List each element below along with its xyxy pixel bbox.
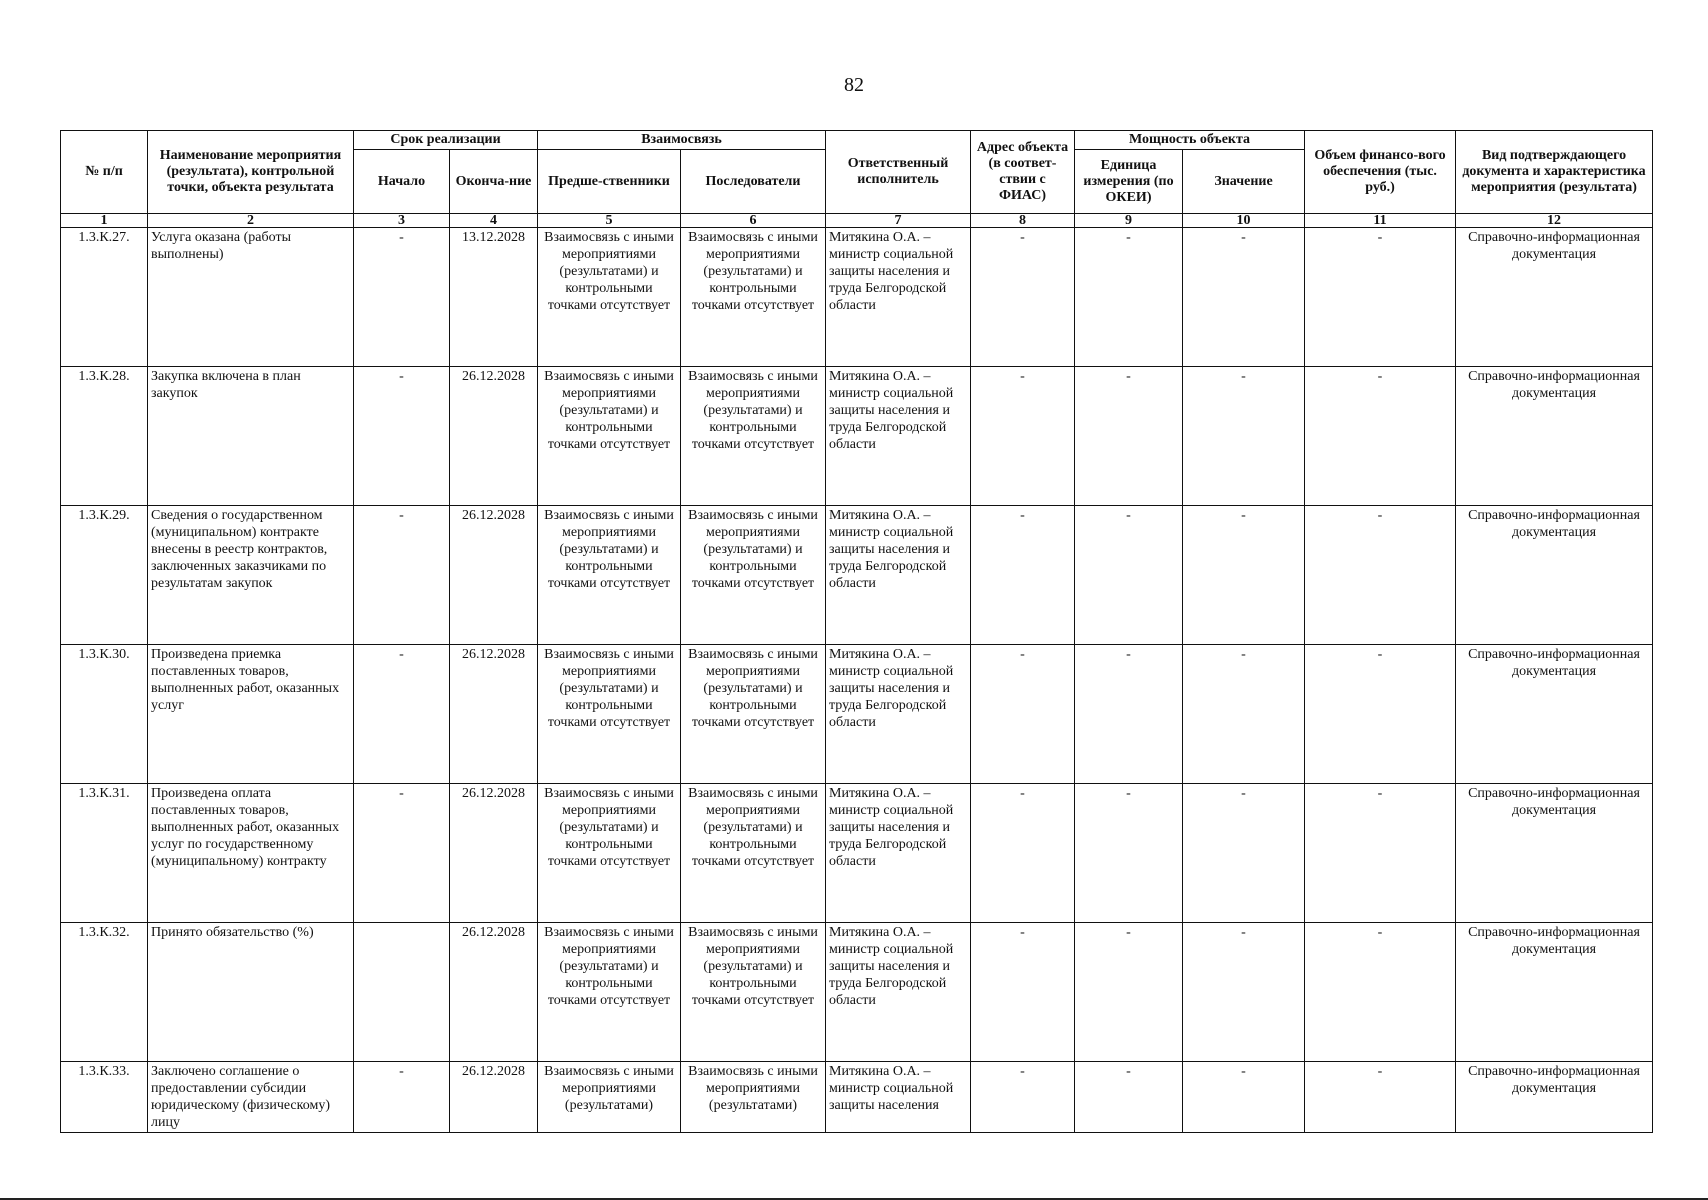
header-responsible: Ответственный исполнитель — [826, 131, 971, 214]
row-finance: - — [1305, 228, 1456, 367]
row-predecessors: Взаимосвязь с иными мероприятиями (результатами) и контрольными точками отсутствует — [538, 506, 681, 645]
row-finance: - — [1305, 1062, 1456, 1133]
row-successors: Взаимосвязь с иными мероприятиями (результатами) — [681, 1062, 826, 1133]
row-address: - — [971, 784, 1075, 923]
row-id: 1.3.К.30. — [61, 645, 148, 784]
column-number: 12 — [1456, 214, 1653, 228]
row-unit: - — [1075, 228, 1183, 367]
row-name: Закупка включена в план закупок — [148, 367, 354, 506]
row-successors: Взаимосвязь с иными мероприятиями (результатами) и контрольными точками отсутствует — [681, 367, 826, 506]
row-unit: - — [1075, 784, 1183, 923]
row-predecessors: Взаимосвязь с иными мероприятиями (результатами) и контрольными точками отсутствует — [538, 784, 681, 923]
row-finance: - — [1305, 784, 1456, 923]
row-document: Справочно-информационная документация — [1456, 1062, 1653, 1133]
row-address: - — [971, 228, 1075, 367]
row-successors: Взаимосвязь с иными мероприятиями (результатами) и контрольными точками отсутствует — [681, 228, 826, 367]
column-number: 2 — [148, 214, 354, 228]
header-num: № п/п — [61, 131, 148, 214]
row-responsible: Митякина О.А. – министр социальной защиты населения и труда Белгородской области — [826, 506, 971, 645]
row-id: 1.3.К.33. — [61, 1062, 148, 1133]
row-id: 1.3.К.32. — [61, 923, 148, 1062]
row-end: 26.12.2028 — [450, 506, 538, 645]
row-responsible: Митякина О.А. – министр социальной защиты населения и труда Белгородской области — [826, 923, 971, 1062]
row-document: Справочно-информационная документация — [1456, 367, 1653, 506]
row-start: - — [354, 645, 450, 784]
row-responsible: Митякина О.А. – министр социальной защиты населения и труда Белгородской области — [826, 228, 971, 367]
table-row — [61, 506, 1653, 645]
row-value: - — [1183, 645, 1305, 784]
row-end: 26.12.2028 — [450, 1062, 538, 1133]
row-document: Справочно-информационная документация — [1456, 645, 1653, 784]
row-responsible: Митякина О.А. – министр социальной защиты населения и труда Белгородской области — [826, 784, 971, 923]
header-start: Начало — [354, 150, 450, 214]
header-name: Наименование мероприятия (результата), контрольной точки, объекта результата — [148, 131, 354, 214]
row-unit: - — [1075, 645, 1183, 784]
row-id: 1.3.К.31. — [61, 784, 148, 923]
row-value: - — [1183, 923, 1305, 1062]
row-unit: - — [1075, 923, 1183, 1062]
row-finance: - — [1305, 645, 1456, 784]
row-name: Произведена оплата поставленных товаров, выполненных работ, оказанных услуг по государственному (муниципальному) контракту — [148, 784, 354, 923]
header-end: Оконча-ние — [450, 150, 538, 214]
row-responsible: Митякина О.А. – министр социальной защиты населения и труда Белгородской области — [826, 367, 971, 506]
column-number: 11 — [1305, 214, 1456, 228]
row-predecessors: Взаимосвязь с иными мероприятиями (результатами) и контрольными точками отсутствует — [538, 645, 681, 784]
row-successors: Взаимосвязь с иными мероприятиями (результатами) и контрольными точками отсутствует — [681, 784, 826, 923]
row-start: - — [354, 784, 450, 923]
column-number: 8 — [971, 214, 1075, 228]
row-name: Услуга оказана (работы выполнены) — [148, 228, 354, 367]
row-name: Произведена приемка поставленных товаров, выполненных работ, оказанных услуг — [148, 645, 354, 784]
row-value: - — [1183, 784, 1305, 923]
row-end: 13.12.2028 — [450, 228, 538, 367]
header-power: Мощность объекта — [1075, 131, 1305, 150]
row-unit: - — [1075, 1062, 1183, 1133]
header-address: Адрес объекта (в соответ-ствии с ФИАС) — [971, 131, 1075, 214]
row-responsible: Митякина О.А. – министр социальной защиты населения — [826, 1062, 971, 1133]
row-start: - — [354, 1062, 450, 1133]
row-finance: - — [1305, 923, 1456, 1062]
row-start: - — [354, 506, 450, 645]
header-predecessors: Предше-ственники — [538, 150, 681, 214]
table-row — [61, 367, 1653, 506]
row-unit: - — [1075, 506, 1183, 645]
plan-table — [60, 130, 1653, 1133]
table-row — [61, 1062, 1653, 1133]
row-predecessors: Взаимосвязь с иными мероприятиями (результатами) — [538, 1062, 681, 1133]
row-document: Справочно-информационная документация — [1456, 506, 1653, 645]
column-number-row — [61, 214, 1653, 228]
row-id: 1.3.К.28. — [61, 367, 148, 506]
row-value: - — [1183, 506, 1305, 645]
row-predecessors: Взаимосвязь с иными мероприятиями (результатами) и контрольными точками отсутствует — [538, 923, 681, 1062]
header-link: Взаимосвязь — [538, 131, 826, 150]
row-end: 26.12.2028 — [450, 645, 538, 784]
row-value: - — [1183, 228, 1305, 367]
header-term: Срок реализации — [354, 131, 538, 150]
table-row — [61, 228, 1653, 367]
column-number: 10 — [1183, 214, 1305, 228]
column-number: 1 — [61, 214, 148, 228]
row-successors: Взаимосвязь с иными мероприятиями (результатами) и контрольными точками отсутствует — [681, 506, 826, 645]
table-row — [61, 645, 1653, 784]
row-address: - — [971, 1062, 1075, 1133]
row-name: Сведения о государственном (муниципальном) контракте внесены в реестр контрактов, заключенных заказчиками по результатам закупок — [148, 506, 354, 645]
row-address: - — [971, 506, 1075, 645]
row-finance: - — [1305, 367, 1456, 506]
row-start: - — [354, 367, 450, 506]
table-row — [61, 923, 1653, 1062]
row-address: - — [971, 367, 1075, 506]
row-value: - — [1183, 1062, 1305, 1133]
column-number: 5 — [538, 214, 681, 228]
header-successors: Последователи — [681, 150, 826, 214]
row-end: 26.12.2028 — [450, 923, 538, 1062]
row-document: Справочно-информационная документация — [1456, 784, 1653, 923]
row-document: Справочно-информационная документация — [1456, 923, 1653, 1062]
column-number: 3 — [354, 214, 450, 228]
column-number: 9 — [1075, 214, 1183, 228]
header-unit: Единица измерения (по ОКЕИ) — [1075, 150, 1183, 214]
row-start: - — [354, 228, 450, 367]
header-row-1 — [61, 131, 1653, 150]
column-number: 4 — [450, 214, 538, 228]
row-value: - — [1183, 367, 1305, 506]
header-value: Значение — [1183, 150, 1305, 214]
row-responsible: Митякина О.А. – министр социальной защиты населения и труда Белгородской области — [826, 645, 971, 784]
row-end: 26.12.2028 — [450, 784, 538, 923]
row-document: Справочно-информационная документация — [1456, 228, 1653, 367]
row-id: 1.3.К.27. — [61, 228, 148, 367]
row-address: - — [971, 923, 1075, 1062]
row-predecessors: Взаимосвязь с иными мероприятиями (результатами) и контрольными точками отсутствует — [538, 367, 681, 506]
row-finance: - — [1305, 506, 1456, 645]
row-name: Принято обязательство (%) — [148, 923, 354, 1062]
row-predecessors: Взаимосвязь с иными мероприятиями (результатами) и контрольными точками отсутствует — [538, 228, 681, 367]
page-number: 82 — [844, 74, 864, 96]
row-successors: Взаимосвязь с иными мероприятиями (результатами) и контрольными точками отсутствует — [681, 923, 826, 1062]
row-successors: Взаимосвязь с иными мероприятиями (результатами) и контрольными точками отсутствует — [681, 645, 826, 784]
column-number: 6 — [681, 214, 826, 228]
row-start — [354, 923, 450, 1062]
column-number: 7 — [826, 214, 971, 228]
row-unit: - — [1075, 367, 1183, 506]
header-document: Вид подтверждающего документа и характеристика мероприятия (результата) — [1456, 131, 1653, 214]
row-id: 1.3.К.29. — [61, 506, 148, 645]
row-end: 26.12.2028 — [450, 367, 538, 506]
row-name: Заключено соглашение о предоставлении субсидии юридическому (физическому) лицу — [148, 1062, 354, 1133]
table-row — [61, 784, 1653, 923]
header-finance: Объем финансо-вого обеспечения (тыс. руб.) — [1305, 131, 1456, 214]
row-address: - — [971, 645, 1075, 784]
